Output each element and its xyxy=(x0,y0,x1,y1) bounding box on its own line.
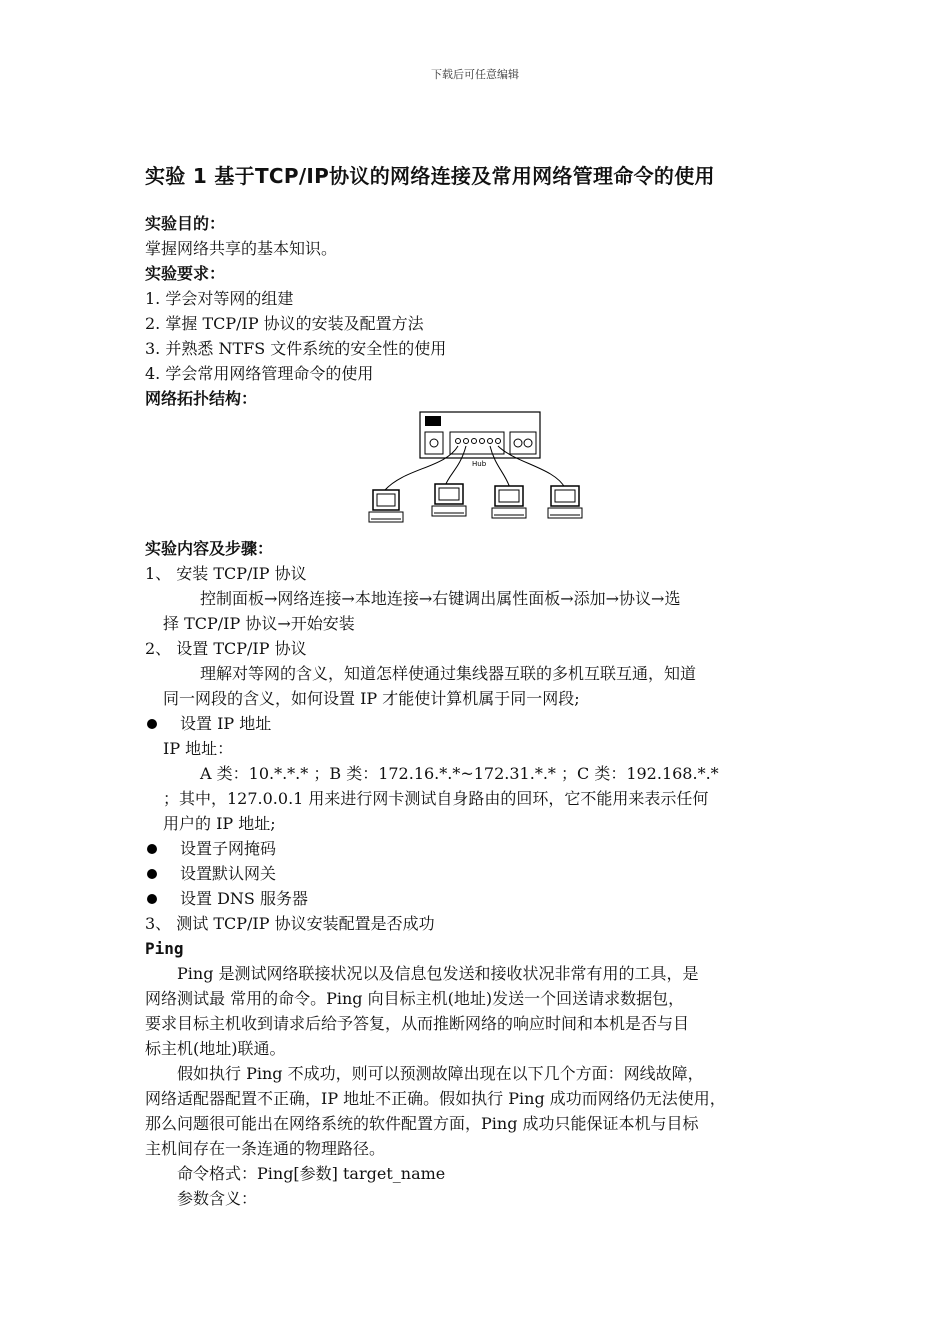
ip-label: IP 地址： xyxy=(163,739,234,758)
requirements-heading: 实验要求： xyxy=(145,264,226,283)
computer-3-icon xyxy=(492,486,526,518)
bullet-mask-text: 设置子网掩码 xyxy=(180,839,277,858)
step1-title: 1、 安装 TCP/IP 协议 xyxy=(145,564,307,583)
ping-paragraph-line: Ping 是测试网络联接状况以及信息包发送和接收状况非常有用的工具，是 xyxy=(177,964,699,983)
content-heading: 实验内容及步骤： xyxy=(145,539,274,558)
ping-paragraph-line: 网络测试最 常用的命令。Ping 向目标主机(地址)发送一个回送请求数据包， xyxy=(145,989,685,1008)
ping-heading: Ping xyxy=(145,939,184,958)
bullet-gateway-text: 设置默认网关 xyxy=(180,864,277,883)
hub-label: Hub xyxy=(472,460,487,468)
ping-paragraph-line: 网络适配器配置不正确，IP 地址不正确。假如执行 Ping 成功而网络仍无法使用， xyxy=(145,1089,726,1108)
ip-loopback-line: 用户的 IP 地址; xyxy=(163,814,276,833)
bullet-icon xyxy=(147,869,157,879)
purpose-text: 掌握网络共享的基本知识。 xyxy=(145,239,338,258)
step1-line: 控制面板→网络连接→本地连接→右键调出属性面板→添加→协议→选 xyxy=(200,589,681,608)
computer-1-icon xyxy=(369,490,403,522)
header-note: 下载后可任意编辑 xyxy=(431,68,519,81)
step1-line: 择 TCP/IP 协议→开始安装 xyxy=(163,614,355,633)
bullet-icon xyxy=(147,719,157,729)
requirement-item: 3. 并熟悉 NTFS 文件系统的安全性的使用 xyxy=(145,339,447,358)
ping-paragraph-line: 假如执行 Ping 不成功，则可以预测故障出现在以下几个方面：网线故障， xyxy=(177,1064,704,1083)
ip-class-line: A 类：10.*.*.* ；B 类：172.16.*.*~172.31.*.* ；C 类：192.168.*.* xyxy=(200,764,719,783)
ping-paragraph-line: 主机间存在一条连通的物理路径。 xyxy=(145,1139,386,1158)
ping-paragraph-line: 要求目标主机收到请求后给予答复，从而推断网络的响应时间和本机是否与目 xyxy=(145,1014,690,1033)
bullet-icon xyxy=(147,894,157,904)
requirement-item: 4. 学会常用网络管理命令的使用 xyxy=(145,364,374,383)
topology-heading: 网络拓扑结构： xyxy=(145,389,258,408)
ip-loopback-line: ；其中，127.0.0.1 用来进行网卡测试自身路由的回环，它不能用来表示任何 xyxy=(163,789,709,808)
bullet-ip-text: 设置 IP 地址 xyxy=(180,714,272,733)
step2-line: 理解对等网的含义，知道怎样使通过集线器互联的多机互联互通，知道 xyxy=(200,664,697,683)
hub-indicator xyxy=(425,416,441,426)
requirement-item: 1. 学会对等网的组建 xyxy=(145,289,294,308)
step3-title: 3、 测试 TCP/IP 协议安装配置是否成功 xyxy=(145,914,435,933)
ping-paragraph-line: 标主机(地址)联通。 xyxy=(145,1039,286,1058)
bullet-dns-text: 设置 DNS 服务器 xyxy=(180,889,308,908)
bullet-icon xyxy=(147,844,157,854)
document-title: 实验 1 基于TCP/IP协议的网络连接及常用网络管理命令的使用 xyxy=(145,164,715,188)
command-format: 命令格式：Ping[参数] target_name xyxy=(177,1164,446,1183)
step2-title: 2、 设置 TCP/IP 协议 xyxy=(145,639,307,658)
ping-paragraph-line: 那么问题很可能出在网络系统的软件配置方面，Ping 成功只能保证本机与目标 xyxy=(145,1114,699,1133)
purpose-heading: 实验目的： xyxy=(145,214,226,233)
network-topology-diagram xyxy=(365,408,590,530)
computer-4-icon xyxy=(548,486,582,518)
requirement-item: 2. 掌握 TCP/IP 协议的安装及配置方法 xyxy=(145,314,424,333)
step2-line: 同一网段的含义，如何设置 IP 才能使计算机属于同一网段; xyxy=(163,689,580,708)
computer-2-icon xyxy=(432,484,466,516)
parameter-meaning: 参数含义： xyxy=(177,1189,258,1208)
